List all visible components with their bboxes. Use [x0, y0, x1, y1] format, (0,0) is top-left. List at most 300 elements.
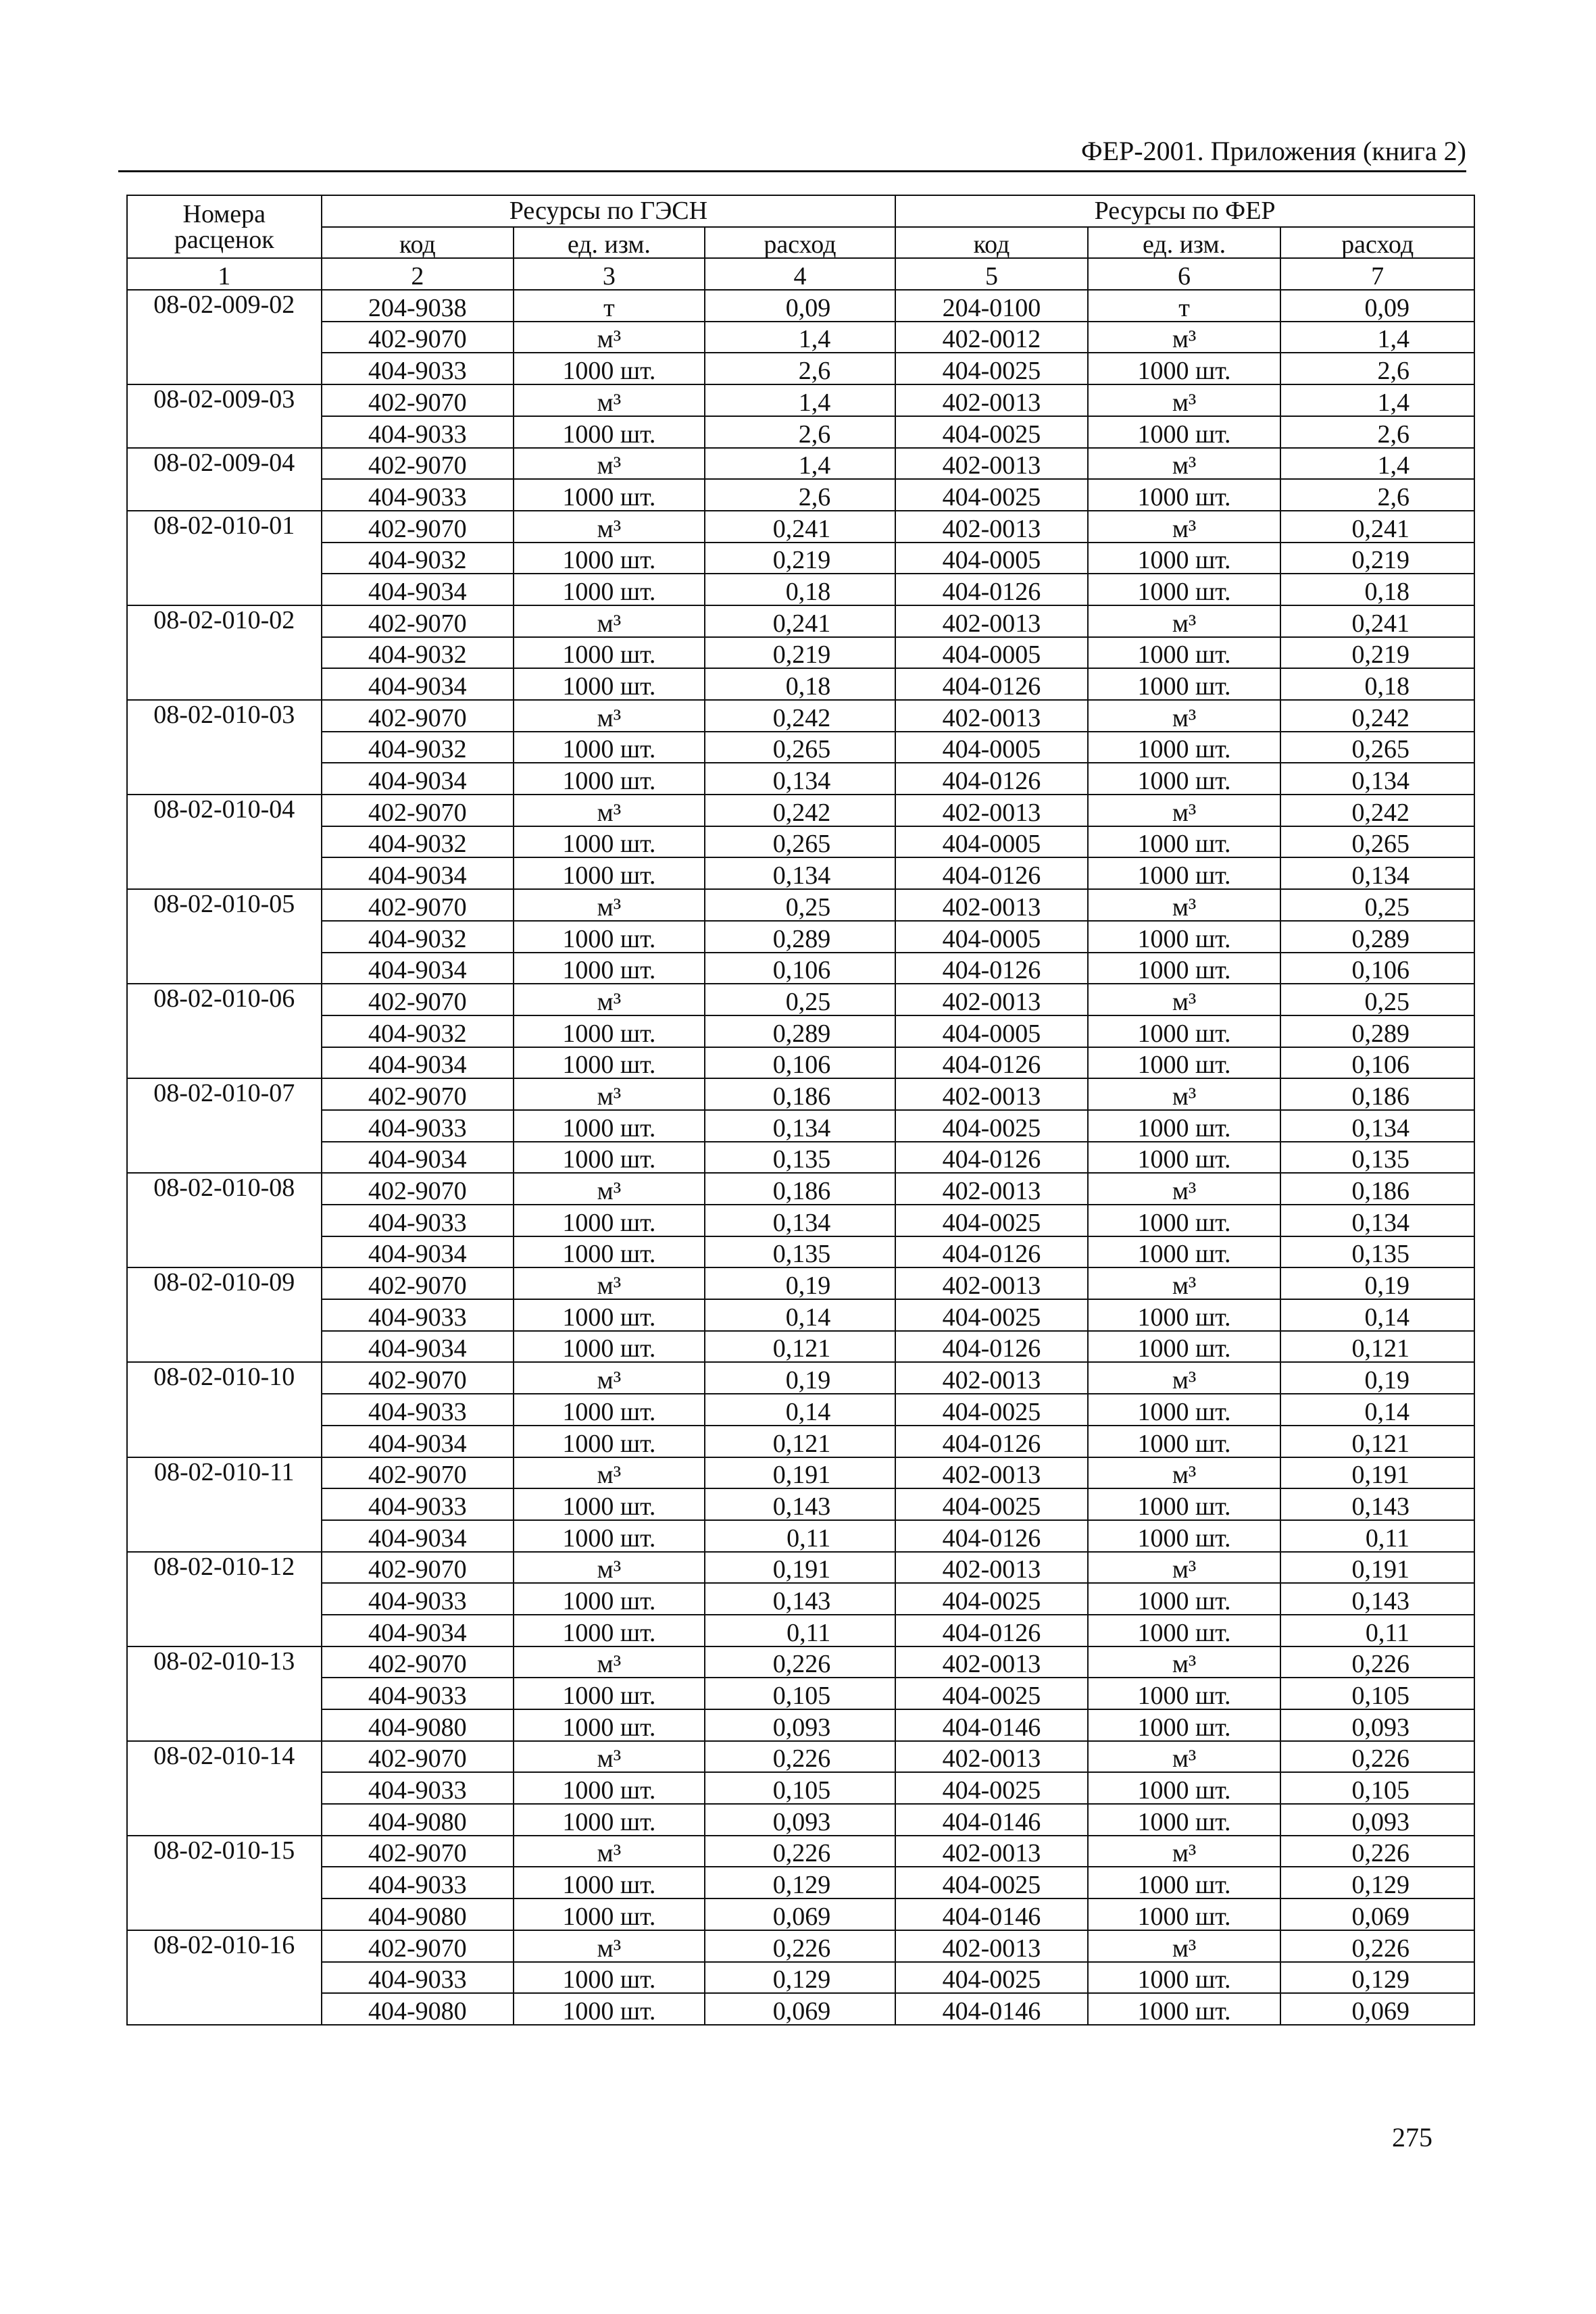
fer-unit-cell: м³: [1088, 1078, 1281, 1110]
gesn-code-cell: 404-9033: [322, 1583, 514, 1615]
fer-consumption-cell: 0,18: [1280, 574, 1474, 605]
table-row: [127, 1047, 1474, 1079]
rate-numbers-header: Номера расценок: [127, 195, 322, 258]
table-row: [127, 763, 1474, 795]
table-row: [127, 1520, 1474, 1552]
fer-consumption-cell: 0,226: [1280, 1646, 1474, 1678]
gesn-code-cell: 404-9033: [322, 353, 514, 384]
fer-code-cell: 402-0013: [895, 795, 1088, 826]
fer-unit-cell: 1000 шт.: [1088, 1299, 1281, 1331]
fer-unit-cell: м³: [1088, 1836, 1281, 1867]
fer-unit-cell: м³: [1088, 511, 1281, 543]
gesn-unit-cell: 1000 шт.: [514, 1205, 705, 1236]
fer-consumption-cell: 0,265: [1280, 826, 1474, 858]
column-number-row: [127, 258, 1474, 290]
gesn-unit-cell: 1000 шт.: [514, 1110, 705, 1142]
gesn-code-cell: 402-9070: [322, 511, 514, 543]
fer-consumption-cell: 0,069: [1280, 1993, 1474, 2025]
rate-number-cell: 08-02-009-02: [127, 290, 322, 384]
fer-consumption-cell: 0,226: [1280, 1930, 1474, 1962]
table-row: [127, 1078, 1474, 1110]
gesn-code-header: код: [322, 227, 514, 259]
table-row: [127, 1173, 1474, 1205]
table-row: [127, 1552, 1474, 1584]
gesn-consumption-cell: 1,4: [705, 384, 896, 416]
gesn-unit-header: ед. изм.: [514, 227, 705, 259]
table-row: [127, 543, 1474, 574]
table-row: [127, 1457, 1474, 1489]
gesn-unit-cell: м³: [514, 511, 705, 543]
gesn-unit-cell: 1000 шт.: [514, 1615, 705, 1646]
fer-consumption-cell: 0,129: [1280, 1962, 1474, 1994]
fer-code-cell: 404-0126: [895, 953, 1088, 984]
fer-code-cell: 402-0013: [895, 1552, 1088, 1584]
fer-unit-cell: м³: [1088, 1362, 1281, 1394]
fer-code-cell: 404-0025: [895, 1583, 1088, 1615]
fer-code-cell: 404-0126: [895, 857, 1088, 889]
table-row: [127, 1236, 1474, 1268]
gesn-unit-cell: 1000 шт.: [514, 857, 705, 889]
gesn-consumption-cell: 0,069: [705, 1898, 896, 1930]
table-row: [127, 1142, 1474, 1174]
fer-code-cell: 404-0126: [895, 1331, 1088, 1363]
header-row-groups: [127, 195, 1474, 227]
gesn-unit-cell: м³: [514, 984, 705, 1015]
gesn-consumption-cell: 0,265: [705, 826, 896, 858]
fer-unit-cell: м³: [1088, 1646, 1281, 1678]
table-row: [127, 605, 1474, 637]
gesn-code-cell: 404-9034: [322, 1236, 514, 1268]
gesn-consumption-cell: 0,134: [705, 1110, 896, 1142]
gesn-consumption-cell: 0,242: [705, 700, 896, 732]
fer-unit-cell: м³: [1088, 1457, 1281, 1489]
gesn-code-cell: 402-9070: [322, 605, 514, 637]
gesn-unit-cell: т: [514, 290, 705, 322]
fer-unit-cell: 1000 шт.: [1088, 857, 1281, 889]
gesn-consumption-cell: 0,134: [705, 763, 896, 795]
column-number: 1: [127, 258, 322, 290]
gesn-consumption-cell: 0,19: [705, 1267, 896, 1299]
gesn-code-cell: 404-9033: [322, 1110, 514, 1142]
gesn-consumption-cell: 0,11: [705, 1520, 896, 1552]
fer-unit-cell: м³: [1088, 322, 1281, 353]
table-row: [127, 826, 1474, 858]
fer-unit-cell: 1000 шт.: [1088, 416, 1281, 448]
fer-code-cell: 404-0025: [895, 416, 1088, 448]
gesn-unit-cell: м³: [514, 1457, 705, 1489]
table-row: [127, 1015, 1474, 1047]
gesn-code-cell: 402-9070: [322, 448, 514, 480]
fer-consumption-cell: 0,25: [1280, 984, 1474, 1015]
rate-number-cell: 08-02-009-04: [127, 448, 322, 511]
fer-code-cell: 404-0005: [895, 732, 1088, 763]
table-row: [127, 1898, 1474, 1930]
fer-unit-cell: 1000 шт.: [1088, 1867, 1281, 1898]
table-row: [127, 668, 1474, 700]
gesn-code-cell: 402-9070: [322, 1267, 514, 1299]
gesn-code-cell: 404-9034: [322, 1426, 514, 1457]
fer-code-cell: 404-0126: [895, 1615, 1088, 1646]
table-row: [127, 700, 1474, 732]
gesn-unit-cell: 1000 шт.: [514, 1426, 705, 1457]
gesn-unit-cell: 1000 шт.: [514, 1299, 705, 1331]
gesn-consumption-cell: 1,4: [705, 448, 896, 480]
fer-consumption-cell: 0,134: [1280, 1205, 1474, 1236]
fer-code-cell: 404-0146: [895, 1898, 1088, 1930]
table-row: [127, 574, 1474, 605]
gesn-consumption-cell: 0,242: [705, 795, 896, 826]
gesn-unit-cell: 1000 шт.: [514, 1394, 705, 1426]
table-row: [127, 384, 1474, 416]
fer-unit-cell: 1000 шт.: [1088, 763, 1281, 795]
column-number: 6: [1088, 258, 1281, 290]
gesn-code-cell: 404-9034: [322, 1331, 514, 1363]
gesn-consumption-cell: 0,093: [705, 1804, 896, 1836]
gesn-code-cell: 404-9034: [322, 763, 514, 795]
fer-unit-cell: 1000 шт.: [1088, 543, 1281, 574]
gesn-code-cell: 404-9033: [322, 1488, 514, 1520]
gesn-unit-cell: м³: [514, 700, 705, 732]
gesn-resources-header: Ресурсы по ГЭСН: [322, 195, 896, 227]
table-row: [127, 511, 1474, 543]
fer-code-cell: 402-0013: [895, 984, 1088, 1015]
gesn-consumption-cell: 0,129: [705, 1867, 896, 1898]
fer-code-cell: 404-0005: [895, 637, 1088, 669]
fer-consumption-cell: 0,219: [1280, 637, 1474, 669]
fer-unit-cell: 1000 шт.: [1088, 1615, 1281, 1646]
fer-consumption-cell: 0,242: [1280, 795, 1474, 826]
fer-unit-cell: 1000 шт.: [1088, 826, 1281, 858]
gesn-consumption-cell: 0,14: [705, 1394, 896, 1426]
table-row: [127, 1583, 1474, 1615]
fer-code-cell: 404-0025: [895, 1394, 1088, 1426]
gesn-unit-cell: м³: [514, 1552, 705, 1584]
fer-code-cell: 404-0146: [895, 1993, 1088, 2025]
gesn-code-cell: 404-9033: [322, 1205, 514, 1236]
fer-code-cell: 404-0126: [895, 1047, 1088, 1079]
fer-code-cell: 404-0025: [895, 1488, 1088, 1520]
fer-consumption-cell: 0,121: [1280, 1331, 1474, 1363]
gesn-consumption-cell: 0,241: [705, 511, 896, 543]
gesn-code-cell: 404-9080: [322, 1993, 514, 2025]
gesn-unit-cell: м³: [514, 1267, 705, 1299]
fer-code-cell: 402-0013: [895, 889, 1088, 921]
fer-code-cell: 204-0100: [895, 290, 1088, 322]
fer-code-cell: 402-0013: [895, 511, 1088, 543]
gesn-unit-cell: 1000 шт.: [514, 1583, 705, 1615]
gesn-consumption-cell: 2,6: [705, 479, 896, 511]
fer-unit-cell: 1000 шт.: [1088, 668, 1281, 700]
gesn-unit-cell: 1000 шт.: [514, 732, 705, 763]
fer-unit-cell: т: [1088, 290, 1281, 322]
gesn-unit-cell: м³: [514, 795, 705, 826]
fer-unit-cell: 1000 шт.: [1088, 1110, 1281, 1142]
rate-number-cell: 08-02-010-16: [127, 1930, 322, 2025]
gesn-code-cell: 402-9070: [322, 1078, 514, 1110]
table-row: [127, 984, 1474, 1015]
fer-unit-cell: м³: [1088, 1552, 1281, 1584]
table-row: [127, 1646, 1474, 1678]
gesn-unit-cell: 1000 шт.: [514, 668, 705, 700]
table-row: [127, 1962, 1474, 1994]
gesn-code-cell: 404-9033: [322, 1772, 514, 1804]
gesn-unit-cell: м³: [514, 322, 705, 353]
fer-unit-cell: 1000 шт.: [1088, 1236, 1281, 1268]
gesn-code-cell: 404-9032: [322, 1015, 514, 1047]
gesn-unit-cell: 1000 шт.: [514, 1331, 705, 1363]
gesn-unit-cell: м³: [514, 605, 705, 637]
fer-code-cell: 404-0025: [895, 1205, 1088, 1236]
fer-code-cell: 404-0005: [895, 921, 1088, 953]
gesn-consumption-cell: 0,105: [705, 1772, 896, 1804]
gesn-unit-cell: м³: [514, 1836, 705, 1867]
fer-unit-cell: м³: [1088, 1267, 1281, 1299]
gesn-consumption-cell: 0,11: [705, 1615, 896, 1646]
gesn-code-cell: 404-9080: [322, 1804, 514, 1836]
fer-consumption-cell: 2,6: [1280, 416, 1474, 448]
fer-code-header: код: [895, 227, 1088, 259]
fer-unit-cell: 1000 шт.: [1088, 732, 1281, 763]
gesn-unit-cell: м³: [514, 1078, 705, 1110]
fer-code-cell: 402-0013: [895, 1078, 1088, 1110]
gesn-unit-cell: 1000 шт.: [514, 1993, 705, 2025]
gesn-unit-cell: 1000 шт.: [514, 1142, 705, 1174]
table-row: [127, 353, 1474, 384]
fer-consumption-cell: 0,19: [1280, 1267, 1474, 1299]
fer-consumption-cell: 0,289: [1280, 921, 1474, 953]
fer-unit-cell: 1000 шт.: [1088, 1426, 1281, 1457]
gesn-consumption-cell: 0,135: [705, 1236, 896, 1268]
gesn-unit-cell: 1000 шт.: [514, 921, 705, 953]
fer-unit-cell: 1000 шт.: [1088, 1205, 1281, 1236]
gesn-code-cell: 404-9032: [322, 543, 514, 574]
fer-code-cell: 404-0146: [895, 1804, 1088, 1836]
fer-consumption-cell: 0,219: [1280, 543, 1474, 574]
fer-consumption-cell: 0,105: [1280, 1772, 1474, 1804]
fer-code-cell: 402-0013: [895, 1741, 1088, 1773]
table-row: [127, 795, 1474, 826]
fer-code-cell: 404-0126: [895, 574, 1088, 605]
table-row: [127, 637, 1474, 669]
fer-unit-cell: 1000 шт.: [1088, 1962, 1281, 1994]
gesn-consumption-header: расход: [705, 227, 896, 259]
page-header: [118, 135, 1466, 172]
gesn-unit-cell: м³: [514, 1173, 705, 1205]
fer-consumption-cell: 0,18: [1280, 668, 1474, 700]
gesn-code-cell: 402-9070: [322, 1930, 514, 1962]
fer-consumption-cell: 0,265: [1280, 732, 1474, 763]
table-row: [127, 1362, 1474, 1394]
fer-unit-cell: м³: [1088, 889, 1281, 921]
fer-unit-cell: 1000 шт.: [1088, 1678, 1281, 1709]
table-row: [127, 1836, 1474, 1867]
gesn-code-cell: 404-9033: [322, 1678, 514, 1709]
gesn-consumption-cell: 0,18: [705, 574, 896, 605]
fer-consumption-cell: 0,289: [1280, 1015, 1474, 1047]
gesn-consumption-cell: 0,226: [705, 1646, 896, 1678]
gesn-consumption-cell: 0,289: [705, 921, 896, 953]
gesn-consumption-cell: 0,219: [705, 637, 896, 669]
fer-code-cell: 402-0013: [895, 1457, 1088, 1489]
fer-unit-cell: м³: [1088, 1173, 1281, 1205]
column-number: 2: [322, 258, 514, 290]
table-row: [127, 1867, 1474, 1898]
table-row: [127, 290, 1474, 322]
gesn-consumption-cell: 0,121: [705, 1331, 896, 1363]
gesn-code-cell: 402-9070: [322, 795, 514, 826]
gesn-consumption-cell: 1,4: [705, 322, 896, 353]
fer-consumption-cell: 0,242: [1280, 700, 1474, 732]
fer-consumption-cell: 0,134: [1280, 763, 1474, 795]
fer-unit-cell: 1000 шт.: [1088, 1993, 1281, 2025]
gesn-code-cell: 404-9034: [322, 1142, 514, 1174]
table-row: [127, 448, 1474, 480]
fer-code-cell: 404-0126: [895, 668, 1088, 700]
fer-consumption-cell: 0,134: [1280, 1110, 1474, 1142]
table-row: [127, 889, 1474, 921]
table-row: [127, 1299, 1474, 1331]
fer-unit-cell: 1000 шт.: [1088, 1804, 1281, 1836]
gesn-consumption-cell: 2,6: [705, 353, 896, 384]
rate-number-cell: 08-02-010-02: [127, 605, 322, 700]
table-row: [127, 322, 1474, 353]
table-row: [127, 1426, 1474, 1457]
gesn-unit-cell: м³: [514, 889, 705, 921]
fer-consumption-cell: 0,191: [1280, 1457, 1474, 1489]
fer-code-cell: 404-0025: [895, 1299, 1088, 1331]
gesn-consumption-cell: 0,121: [705, 1426, 896, 1457]
fer-code-cell: 404-0146: [895, 1709, 1088, 1741]
table-row: [127, 1678, 1474, 1709]
gesn-consumption-cell: 0,134: [705, 857, 896, 889]
column-number: 7: [1280, 258, 1474, 290]
fer-unit-cell: м³: [1088, 795, 1281, 826]
table-row: [127, 1488, 1474, 1520]
fer-code-cell: 402-0013: [895, 700, 1088, 732]
fer-unit-cell: 1000 шт.: [1088, 1488, 1281, 1520]
gesn-consumption-cell: 0,14: [705, 1299, 896, 1331]
fer-consumption-cell: 0,25: [1280, 889, 1474, 921]
table-row: [127, 732, 1474, 763]
rate-number-cell: 08-02-010-03: [127, 700, 322, 795]
rate-number-cell: 08-02-010-04: [127, 795, 322, 889]
fer-unit-cell: 1000 шт.: [1088, 1520, 1281, 1552]
fer-consumption-cell: 0,14: [1280, 1394, 1474, 1426]
gesn-code-cell: 402-9070: [322, 384, 514, 416]
gesn-code-cell: 404-9034: [322, 574, 514, 605]
fer-unit-cell: м³: [1088, 384, 1281, 416]
fer-unit-cell: 1000 шт.: [1088, 353, 1281, 384]
gesn-code-cell: 404-9034: [322, 1520, 514, 1552]
gesn-unit-cell: 1000 шт.: [514, 353, 705, 384]
gesn-consumption-cell: 0,106: [705, 1047, 896, 1079]
fer-code-cell: 402-0013: [895, 1836, 1088, 1867]
gesn-code-cell: 404-9032: [322, 921, 514, 953]
rate-number-cell: 08-02-010-06: [127, 984, 322, 1078]
gesn-consumption-cell: 0,143: [705, 1488, 896, 1520]
gesn-consumption-cell: 0,226: [705, 1741, 896, 1773]
gesn-consumption-cell: 2,6: [705, 416, 896, 448]
gesn-consumption-cell: 0,25: [705, 984, 896, 1015]
gesn-unit-cell: м³: [514, 1362, 705, 1394]
gesn-unit-cell: 1000 шт.: [514, 1962, 705, 1994]
fer-unit-cell: 1000 шт.: [1088, 953, 1281, 984]
fer-consumption-cell: 0,093: [1280, 1709, 1474, 1741]
rate-number-cell: 08-02-010-10: [127, 1362, 322, 1457]
rate-number-cell: 08-02-010-05: [127, 889, 322, 984]
fer-code-cell: 404-0126: [895, 1426, 1088, 1457]
table-row: [127, 1804, 1474, 1836]
fer-unit-cell: 1000 шт.: [1088, 1772, 1281, 1804]
fer-resources-header: Ресурсы по ФЕР: [895, 195, 1474, 227]
gesn-code-cell: 402-9070: [322, 889, 514, 921]
fer-unit-cell: 1000 шт.: [1088, 574, 1281, 605]
table-body: [127, 290, 1474, 2025]
fer-consumption-cell: 0,14: [1280, 1299, 1474, 1331]
table-head: [127, 195, 1474, 290]
fer-code-cell: 404-0025: [895, 1772, 1088, 1804]
gesn-consumption-cell: 0,105: [705, 1678, 896, 1709]
fer-unit-cell: м³: [1088, 700, 1281, 732]
rate-number-cell: 08-02-010-01: [127, 511, 322, 605]
table-row: [127, 921, 1474, 953]
fer-unit-cell: 1000 шт.: [1088, 479, 1281, 511]
fer-code-cell: 404-0126: [895, 1142, 1088, 1174]
gesn-consumption-cell: 0,191: [705, 1457, 896, 1489]
gesn-consumption-cell: 0,265: [705, 732, 896, 763]
fer-consumption-cell: 0,093: [1280, 1804, 1474, 1836]
fer-unit-header: ед. изм.: [1088, 227, 1281, 259]
fer-code-cell: 402-0013: [895, 1362, 1088, 1394]
gesn-consumption-cell: 0,106: [705, 953, 896, 984]
gesn-consumption-cell: 0,186: [705, 1078, 896, 1110]
gesn-code-cell: 404-9034: [322, 1615, 514, 1646]
fer-consumption-cell: 0,134: [1280, 857, 1474, 889]
gesn-code-cell: 402-9070: [322, 1646, 514, 1678]
fer-code-cell: 404-0025: [895, 1110, 1088, 1142]
fer-consumption-cell: 0,135: [1280, 1142, 1474, 1174]
fer-consumption-cell: 0,09: [1280, 290, 1474, 322]
gesn-code-cell: 404-9034: [322, 857, 514, 889]
fer-code-cell: 402-0013: [895, 1646, 1088, 1678]
rate-number-cell: 08-02-010-15: [127, 1836, 322, 1930]
gesn-unit-cell: 1000 шт.: [514, 1488, 705, 1520]
gesn-unit-cell: 1000 шт.: [514, 1678, 705, 1709]
fer-consumption-cell: 0,186: [1280, 1173, 1474, 1205]
fer-code-cell: 402-0012: [895, 322, 1088, 353]
gesn-unit-cell: 1000 шт.: [514, 1867, 705, 1898]
gesn-consumption-cell: 0,18: [705, 668, 896, 700]
fer-code-cell: 404-0005: [895, 1015, 1088, 1047]
fer-unit-cell: 1000 шт.: [1088, 1583, 1281, 1615]
fer-code-cell: 402-0013: [895, 1173, 1088, 1205]
fer-code-cell: 404-0025: [895, 1962, 1088, 1994]
column-number: 3: [514, 258, 705, 290]
column-number: 4: [705, 258, 896, 290]
rate-number-cell: 08-02-009-03: [127, 384, 322, 447]
table-row: [127, 1331, 1474, 1363]
fer-consumption-cell: 2,6: [1280, 353, 1474, 384]
gesn-consumption-cell: 0,186: [705, 1173, 896, 1205]
page-number: 275: [1392, 2122, 1432, 2153]
fer-consumption-header: расход: [1280, 227, 1474, 259]
gesn-unit-cell: 1000 шт.: [514, 574, 705, 605]
fer-consumption-cell: 0,069: [1280, 1898, 1474, 1930]
gesn-unit-cell: 1000 шт.: [514, 543, 705, 574]
gesn-code-cell: 404-9032: [322, 826, 514, 858]
table-row: [127, 479, 1474, 511]
rate-number-cell: 08-02-010-09: [127, 1267, 322, 1362]
